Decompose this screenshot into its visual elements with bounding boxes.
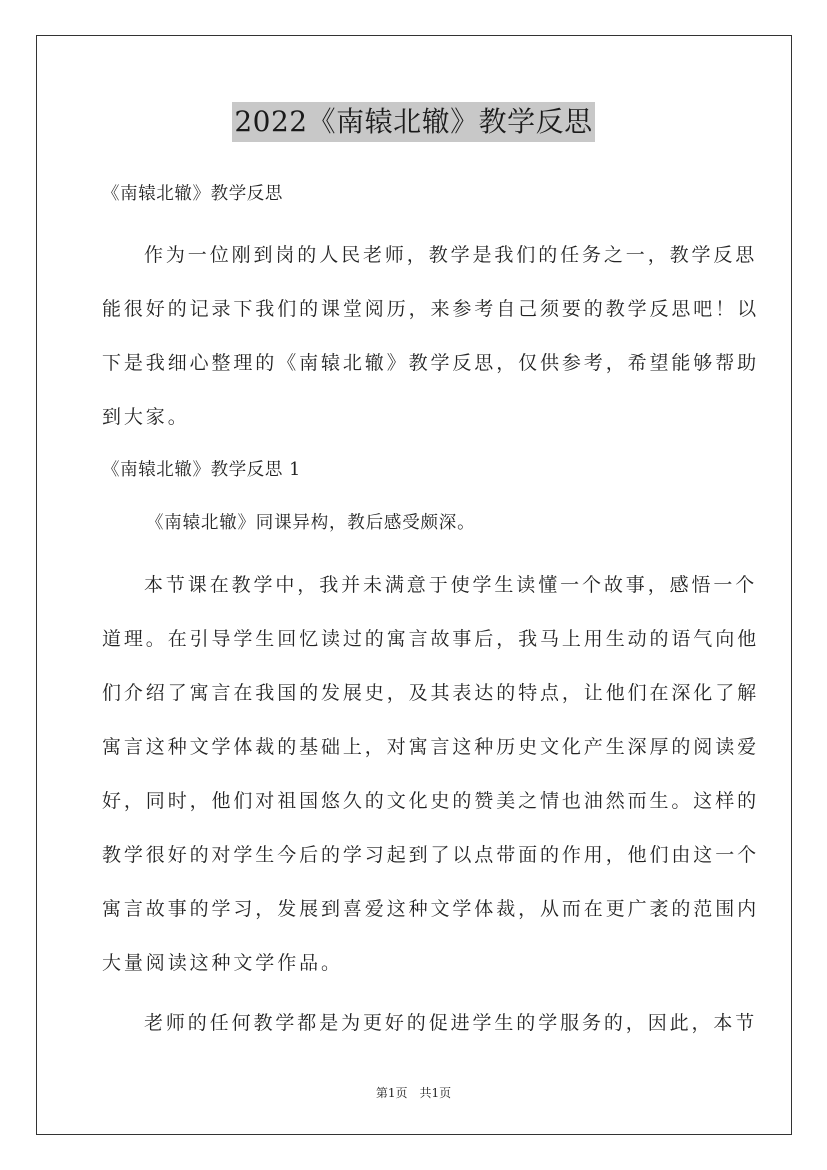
final-line: 老师的任何教学都是为更好的促进学生的学服务的，因此，本节 [144, 1012, 758, 1034]
section-lead: 《南辕北辙》同课异构，教后感受颇深。 [146, 513, 476, 533]
body-line: 本节课在教学中，我并未满意于使学生读懂一个故事，感悟一个 [144, 574, 758, 596]
intro-line: 下是我细心整理的《南辕北辙》教学反思，仅供参考，希望能够帮助 [102, 352, 760, 374]
intro-paragraph [102, 228, 760, 444]
intro-line: 到大家。 [102, 406, 190, 428]
intro-line: 作为一位刚到岗的人民老师，教学是我们的任务之一，教学反思 [144, 244, 758, 266]
document-body [102, 172, 760, 1054]
document-subtitle: 《南辕北辙》教学反思 [102, 184, 283, 204]
document-title: 2022《南辕北辙》教学反思 [232, 102, 594, 142]
body-line: 寓言故事的学习，发展到喜爱这种文学体裁，从而在更广袤的范围内 [102, 898, 760, 920]
title-wrap [0, 102, 827, 142]
body-line: 道理。在引导学生回忆读过的寓言故事后，我马上用生动的语气向他 [102, 628, 760, 650]
final-paragraph [102, 996, 758, 1050]
body-paragraph [102, 558, 760, 990]
body-line: 好，同时，他们对祖国悠久的文化史的赞美之情也油然而生。这样的 [102, 790, 760, 812]
body-line: 大量阅读这种文学作品。 [102, 952, 343, 974]
intro-line: 能很好的记录下我们的课堂阅历，来参考自己须要的教学反思吧！以 [102, 298, 760, 320]
page-footer: 第1页 共1页 [375, 1086, 452, 1100]
body-line: 们介绍了寓言在我国的发展史，及其表达的特点，让他们在深化了解 [102, 682, 760, 704]
body-line: 教学很好的对学生今后的学习起到了以点带面的作用，他们由这一个 [102, 844, 760, 866]
section-heading: 《南辕北辙》教学反思 1 [102, 460, 301, 480]
body-line: 寓言这种文学体裁的基础上，对寓言这种历史文化产生深厚的阅读爱 [102, 736, 760, 758]
